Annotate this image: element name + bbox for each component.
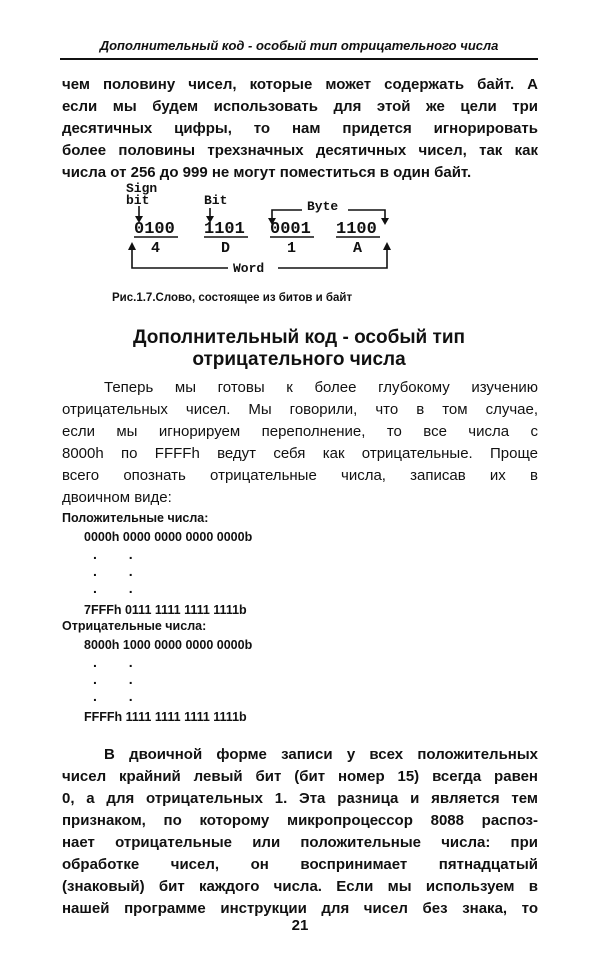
positive-first-value: 0000h 0000 0000 0000 0000b (84, 530, 253, 544)
header-rule (60, 58, 538, 60)
text-line: десятичных цифры, то нам придется игнорировать (62, 120, 538, 137)
ellipsis-row: . . (93, 563, 147, 579)
running-header: Дополнительный код - особый тип отрицательного числа (99, 38, 499, 53)
text-line: двоичном виде: (62, 489, 172, 506)
ellipsis-row: . . (93, 546, 147, 562)
text-line: более половины трехзначных десятичных чисел, так как (62, 142, 538, 159)
bit-label: Bit (204, 193, 228, 208)
text-line: чем половину чисел, которые может содержать байт. А (62, 76, 538, 93)
hex-digit: 4 (151, 240, 161, 257)
hex-digit: 1 (287, 240, 297, 257)
hex-digit: A (353, 240, 363, 257)
text-line: чисел крайний левый бит (бит номер 15) всегда равен (62, 768, 538, 785)
section-heading-line: отрицательного числа (192, 349, 406, 370)
text-line: если мы будем использовать для этой же цели три (62, 98, 538, 115)
text-line: 8000h по FFFFh ведут себя как отрицательные. Проще (62, 445, 538, 462)
intro-paragraph (62, 74, 538, 184)
text-line: (знаковый) бит каждого числа. Если мы используем в (62, 878, 538, 895)
sign-bit-label-line2: bit (126, 193, 150, 208)
ellipsis-row: . . (93, 654, 147, 670)
nibble: 0001 (270, 220, 311, 239)
text-line: нашей программе инструкции для чисел без знака, то (62, 900, 538, 917)
byte-label: Byte (307, 199, 339, 214)
section-heading (60, 327, 538, 371)
positive-numbers-label: Положительные числа: (62, 511, 209, 525)
negative-last-value: FFFFh 1111 1111 1111 1111b (84, 710, 247, 724)
text-line: всего опознать отрицательные числа, записав их в (62, 467, 538, 484)
word-structure-figure (120, 180, 410, 280)
nibble: 0100 (134, 220, 175, 239)
body-paragraph (62, 377, 538, 509)
ellipsis-row: . . (93, 688, 147, 704)
negative-first-value: 8000h 1000 0000 0000 0000b (84, 638, 253, 652)
word-bracket-arrows (128, 242, 391, 250)
word-label: Word (233, 261, 265, 276)
text-line: 0, а для отрицательных 1. Эта разница и является тем (62, 790, 538, 807)
text-line: признаком, по которому микропроцессор 8088 распоз- (62, 812, 538, 829)
text-line: Теперь мы готовы к более глубокому изучению (104, 379, 538, 396)
text-line: числа от 256 до 999 не могут поместиться в один байт. (62, 164, 472, 181)
negative-numbers-label: Отрицательные числа: (62, 619, 207, 633)
nibble: 1101 (204, 220, 245, 239)
page-number: 21 (291, 917, 309, 934)
sign-bit-label-line1: Sign (126, 181, 158, 196)
ellipsis-row: . . (93, 671, 147, 687)
text-line: обработке чисел, он воспринимает пятнадцатый (62, 856, 538, 873)
text-line: если мы игнорируем переполнение, то все числа с (62, 423, 538, 440)
text-line: В двоичной форме записи у всех положительных (104, 746, 538, 763)
nibble: 1100 (336, 220, 377, 239)
hex-digit: D (221, 240, 231, 257)
text-line: отрицательных чисел. Мы говорили, что в том случае, (62, 401, 538, 418)
figure-caption: Рис.1.7.Слово, состоящее из битов и байт (112, 292, 353, 304)
positive-last-value: 7FFFh 0111 1111 1111 1111b (84, 603, 247, 617)
ellipsis-row: . . (93, 580, 147, 596)
section-heading-line: Дополнительный код - особый тип (133, 327, 465, 348)
closing-paragraph (62, 744, 538, 920)
text-line: нает отрицательные или положительные числа: при (62, 834, 538, 851)
